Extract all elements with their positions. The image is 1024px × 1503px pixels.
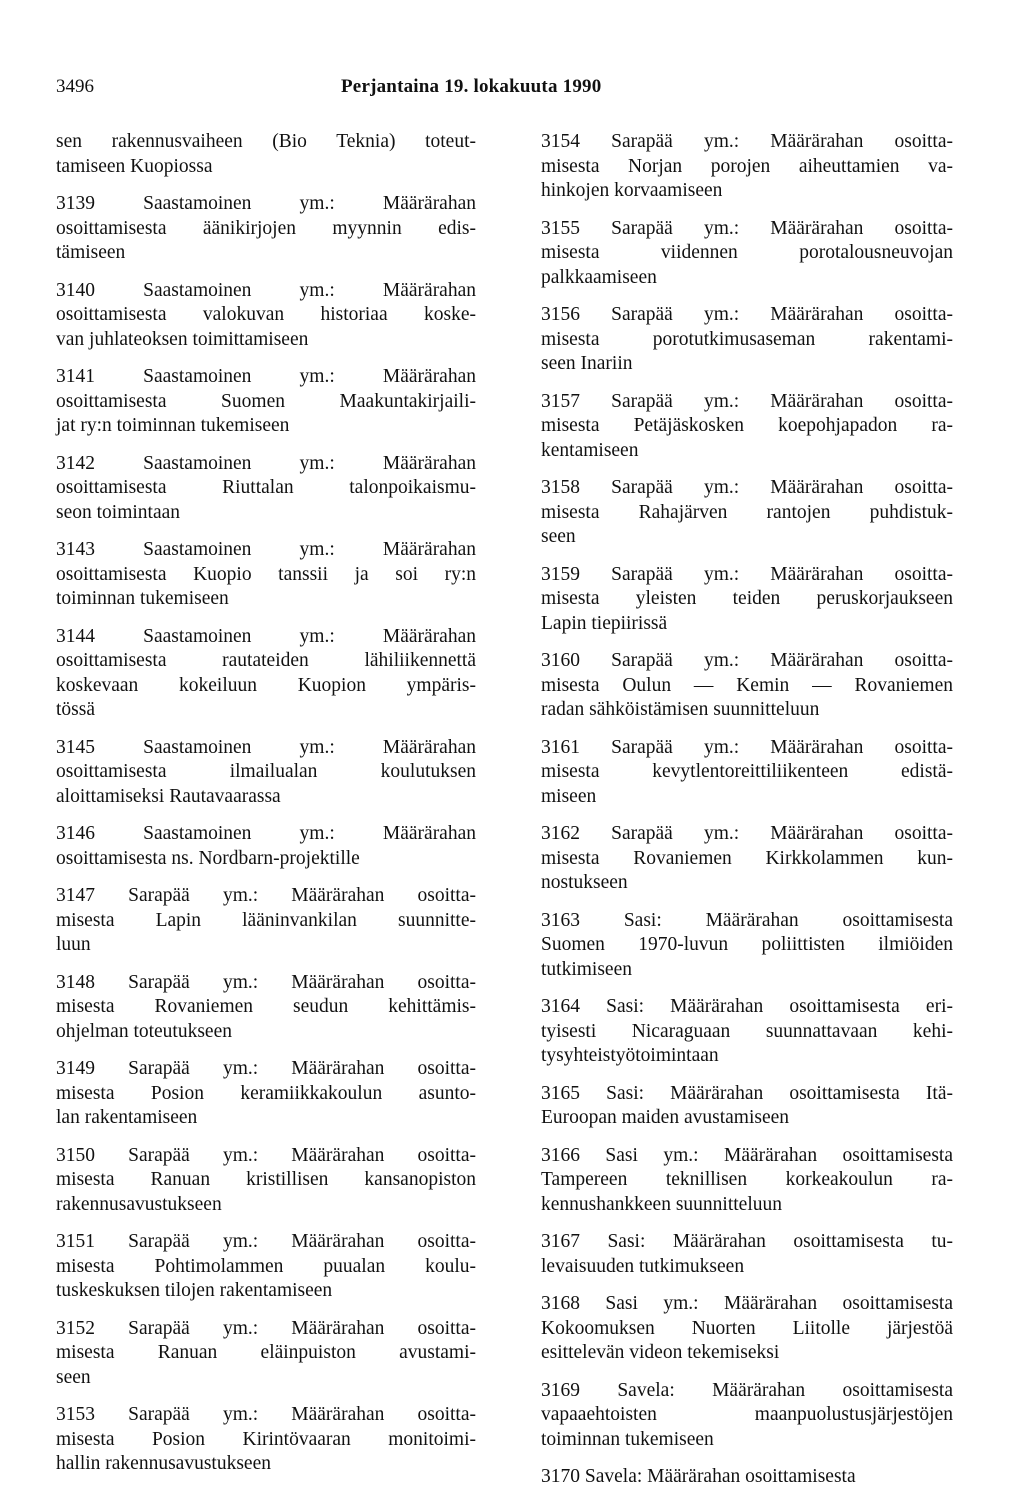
text-line: 3152 Sarapää ym.: Määrärahan osoitta- (56, 1317, 476, 1339)
text-line: misesta kevytlentoreittiliikenteen edistä- (541, 761, 953, 782)
text-line: osoittamisesta valokuvan historiaa koske- (56, 304, 476, 325)
text-line: misesta Rahajärven rantojen puhdistuk- (541, 501, 953, 523)
motion-entry (541, 390, 953, 464)
text-line: 3150 Sarapää ym.: Määrärahan osoitta- (56, 1144, 476, 1166)
text-line: 3166 Sasi ym.: Määrärahan osoittamisesta (541, 1144, 953, 1166)
text-line: 3156 Sarapää ym.: Määrärahan osoitta- (541, 304, 953, 325)
text-line: osoittamisesta äänikirjojen myynnin edis- (56, 217, 476, 239)
text-line: 3155 Sarapää ym.: Määrärahan osoitta- (541, 217, 953, 239)
text-line: 3143 Saastamoinen ym.: Määrärahan (56, 539, 476, 560)
motion-entry (56, 1230, 476, 1304)
text-line: palkkaamiseen (541, 266, 657, 288)
text-line: 3144 Saastamoinen ym.: Määrärahan (56, 625, 476, 647)
text-line: hallin rakennusavustukseen (56, 1453, 271, 1474)
motion-entry (56, 971, 476, 1045)
running-head: Perjantaina 19. lokakuuta 1990 (341, 76, 602, 97)
text-line: 3163 Sasi: Määrärahan osoittamisesta (541, 909, 953, 931)
text-line: 3168 Sasi ym.: Määrärahan osoittamisesta (541, 1293, 953, 1314)
text-line: seen (56, 1366, 91, 1388)
text-line: lan rakentamiseen (56, 1107, 198, 1128)
text-line: luun (56, 934, 91, 955)
text-line: 3169 Savela: Määrärahan osoittamisesta (541, 1379, 953, 1401)
text-line: 3161 Sarapää ym.: Määrärahan osoitta- (541, 736, 953, 758)
left-column (56, 130, 476, 1490)
motion-entry (56, 130, 476, 179)
text-line: misesta Lapin lääninvankilan suunnitte- (56, 909, 476, 931)
text-line: tössä (56, 699, 95, 720)
motion-entry (541, 649, 953, 723)
text-line: esittelevän videon tekemiseksi (541, 1342, 780, 1363)
text-line: 3141 Saastamoinen ym.: Määrärahan (56, 366, 476, 387)
text-line: misesta Norjan porojen aiheuttamien va- (541, 155, 953, 177)
text-line: Suomen 1970-luvun poliittisten ilmiöiden (541, 934, 953, 955)
motion-entry (541, 563, 953, 637)
text-line: osoittamisesta Suomen Maakuntakirjaili- (56, 390, 476, 412)
text-line: nostukseen (541, 872, 628, 893)
text-line: misesta Posion Kirintövaaran monitoimi- (56, 1428, 476, 1450)
motion-entry (541, 1082, 953, 1131)
text-line: 3142 Saastamoinen ym.: Määrärahan (56, 452, 476, 474)
text-line: radan sähköistämisen suunnitteluun (541, 699, 820, 720)
text-line: 3139 Saastamoinen ym.: Määrärahan (56, 193, 476, 214)
text-line: misesta Petäjäskosken koepohjapadon ra- (541, 415, 953, 436)
text-line: misesta yleisten teiden peruskorjaukseen (541, 588, 953, 609)
text-line: 3140 Saastamoinen ym.: Määrärahan (56, 279, 476, 301)
text-line: 3145 Saastamoinen ym.: Määrärahan (56, 736, 476, 758)
motion-entry (541, 217, 953, 291)
text-line: ohjelman toteutukseen (56, 1020, 232, 1042)
text-line: osoittamisesta ilmailualan koulutuksen (56, 761, 476, 782)
text-line: kentamiseen (541, 439, 639, 461)
motion-entry (541, 1230, 953, 1279)
text-line: jat ry:n toiminnan tukemiseen (56, 415, 290, 436)
text-line: aloittamiseksi Rautavaarassa (56, 785, 281, 807)
text-line: misesta porotutkimusaseman rakentami- (541, 328, 953, 350)
text-line: 3147 Sarapää ym.: Määrärahan osoitta- (56, 885, 476, 906)
motion-entry (56, 452, 476, 526)
text-line: misesta Rovaniemen seudun kehittämis- (56, 996, 476, 1017)
right-column (541, 130, 953, 1503)
motion-entry (541, 476, 953, 550)
motion-entry (541, 303, 953, 377)
text-line: misesta Posion keramiikkakoulun asunto- (56, 1082, 476, 1104)
text-line: levaisuuden tutkimukseen (541, 1255, 745, 1277)
text-line: misesta Rovaniemen Kirkkolammen kun- (541, 847, 953, 869)
text-line: tyisesti Nicaraguaan suunnattavaan kehi- (541, 1020, 953, 1042)
text-line: 3162 Sarapää ym.: Määrärahan osoitta- (541, 823, 953, 844)
text-line: misesta Oulun — Kemin — Rovaniemen (541, 674, 953, 696)
text-line: seen (541, 526, 576, 547)
motion-entry (56, 192, 476, 266)
motion-entry (56, 822, 476, 871)
motion-entry (541, 1379, 953, 1453)
text-line: 3159 Sarapää ym.: Määrärahan osoitta- (541, 563, 953, 585)
text-line: 3153 Sarapää ym.: Määrärahan osoitta- (56, 1404, 476, 1425)
motion-entry (541, 130, 953, 204)
motion-entry (541, 1292, 953, 1366)
text-line: 3148 Sarapää ym.: Määrärahan osoitta- (56, 971, 476, 993)
text-line: osoittamisesta ns. Nordbarn-projektille (56, 847, 360, 869)
motion-entry (56, 1144, 476, 1218)
text-line: 3151 Sarapää ym.: Määrärahan osoitta- (56, 1231, 476, 1252)
page-number: 3496 (56, 76, 94, 97)
motion-entry (56, 625, 476, 723)
text-line: Lapin tiepiirissä (541, 612, 668, 634)
text-line: seen Inariin (541, 353, 633, 374)
text-line: 3164 Sasi: Määrärahan osoittamisesta eri- (541, 996, 953, 1017)
motion-entry (541, 736, 953, 810)
text-line: 3157 Sarapää ym.: Määrärahan osoitta- (541, 390, 953, 412)
text-line: van juhlateoksen toimittamiseen (56, 328, 309, 350)
text-line: 3158 Sarapää ym.: Määrärahan osoitta- (541, 477, 953, 498)
text-line: 3154 Sarapää ym.: Määrärahan osoitta- (541, 131, 953, 152)
motion-entry (56, 538, 476, 612)
text-line: sen rakennusvaiheen (Bio Teknia) toteut- (56, 131, 476, 152)
text-line: hinkojen korvaamiseen (541, 180, 723, 201)
motion-entry (541, 909, 953, 983)
text-line: tysyhteistyötoimintaan (541, 1045, 719, 1066)
text-line: kennushankkeen suunnitteluun (541, 1193, 782, 1215)
text-line: 3170 Savela: Määrärahan osoittamisesta (541, 1466, 856, 1487)
motion-entry (541, 822, 953, 896)
page-header (56, 76, 976, 106)
text-line: misesta Pohtimolammen puualan koulu- (56, 1255, 476, 1277)
text-line: vapaaehtoisten maanpuolustusjärjestöjen (541, 1404, 953, 1425)
text-line: misesta Ranuan eläinpuiston avustami- (56, 1342, 476, 1363)
text-line: tutkimiseen (541, 958, 632, 980)
motion-entry (56, 1057, 476, 1131)
text-line: misesta viidennen porotalousneuvojan (541, 242, 953, 263)
text-line: 3167 Sasi: Määrärahan osoittamisesta tu- (541, 1231, 953, 1252)
motion-entry (56, 279, 476, 353)
text-line: Kokoomuksen Nuorten Liitolle järjestöä (541, 1317, 953, 1339)
motion-entry (56, 1403, 476, 1477)
motion-entry (541, 1465, 953, 1490)
motion-entry (56, 1317, 476, 1391)
text-line: tämiseen (56, 242, 126, 263)
text-line: tuskeskuksen tilojen rakentamiseen (56, 1280, 333, 1301)
text-line: tamiseen Kuopiossa (56, 155, 213, 177)
motion-entry (541, 995, 953, 1069)
text-line: 3160 Sarapää ym.: Määrärahan osoitta- (541, 650, 953, 671)
motion-entry (56, 884, 476, 958)
text-line: Tampereen teknillisen korkeakoulun ra- (541, 1169, 953, 1190)
motion-entry (541, 1144, 953, 1218)
text-line: seon toimintaan (56, 501, 181, 523)
motion-entry (56, 736, 476, 810)
text-line: osoittamisesta Riuttalan talonpoikaismu- (56, 477, 476, 498)
text-line: osoittamisesta rautateiden lähiliikennettä (56, 650, 476, 671)
text-line: 3165 Sasi: Määrärahan osoittamisesta Itä- (541, 1082, 953, 1104)
motion-entry (56, 365, 476, 439)
text-line: 3149 Sarapää ym.: Määrärahan osoitta- (56, 1058, 476, 1079)
text-line: osoittamisesta Kuopio tanssii ja soi ry:n (56, 563, 476, 585)
text-line: miseen (541, 785, 597, 807)
text-line: Euroopan maiden avustamiseen (541, 1107, 790, 1128)
text-line: misesta Ranuan kristillisen kansanopiston (56, 1169, 476, 1190)
text-line: toiminnan tukemiseen (56, 588, 229, 609)
text-line: koskevaan kokeiluun Kuopion ympäris- (56, 674, 476, 696)
text-line: toiminnan tukemiseen (541, 1428, 714, 1450)
text-line: 3146 Saastamoinen ym.: Määrärahan (56, 823, 476, 844)
text-line: rakennusavustukseen (56, 1193, 222, 1215)
